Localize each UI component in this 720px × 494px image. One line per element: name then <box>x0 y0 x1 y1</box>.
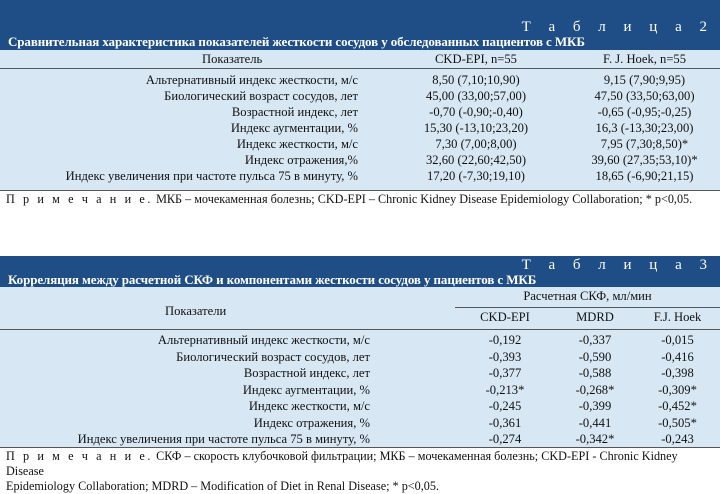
row-value-hoek: -0,015 <box>661 333 694 347</box>
row-indicator: Индекс отражения, % <box>253 415 370 430</box>
row-value-ckd-epi: -0,361 <box>488 415 522 430</box>
col-header-ckd-epi: CKD-EPI <box>480 310 530 324</box>
table-3-note-label: П р и м е ч а н и е. <box>6 449 154 463</box>
row-value-ckd-epi: -0,274 <box>488 432 522 446</box>
col-header-group-gfr: Расчетная СКФ, мл/мин <box>523 289 652 303</box>
table-2-title: Сравнительная характеристика показателей жесткости сосудов у обследованных пациентов с МКБ <box>8 34 585 49</box>
table-2-number: Т а б л и ц а 2 <box>521 19 714 35</box>
row-value-hoek: -0,505* <box>658 415 697 430</box>
row-value-hoek: -0,65 (-0,95;-0,25) <box>597 105 692 119</box>
row-value-ckd-epi: -0,377 <box>488 366 522 380</box>
table-3-body <box>0 287 720 447</box>
row-value-ckd-epi: -0,192 <box>488 333 522 347</box>
row-value-hoek: 16,3 (-13,30;23,00) <box>595 121 694 135</box>
row-value-hoek: 18,65 (-6,90;21,15) <box>595 169 694 183</box>
col-header-indicators: Показатели <box>165 304 227 318</box>
row-value-ckd-epi: -0,213* <box>485 382 525 397</box>
col-header-mdrd: MDRD <box>576 310 614 324</box>
row-indicator: Биологический возраст сосудов, лет <box>164 89 358 103</box>
row-value-ckd-epi: -0,393 <box>488 349 522 364</box>
table-row <box>0 398 720 415</box>
table-row <box>0 431 720 448</box>
row-value-ckd-epi: -0,70 (-0,90;-0,40) <box>429 105 523 119</box>
row-indicator: Альтернативный индекс жесткости, м/с <box>157 333 370 347</box>
table-2-note-text: МКБ – мочекаменная болезнь; CKD-EPI – Chronic Kidney Disease Epidemiology Collaboration; * p<0,05. <box>156 192 693 206</box>
table-row <box>0 152 720 168</box>
row-indicator: Индекс аугментации, % <box>230 121 358 135</box>
table-3-title: Корреляция между расчетной СКФ и компонентами жесткости сосудов у пациентов с МКБ <box>8 272 537 287</box>
table-3-note <box>0 448 720 494</box>
row-value-mdrd: -0,441 <box>578 415 612 430</box>
table-2-body <box>0 50 720 190</box>
table-row <box>0 365 720 382</box>
row-value-hoek: -0,416 <box>661 349 694 364</box>
table-row <box>0 415 720 432</box>
row-value-ckd-epi: 15,30 (-13,10;23,20) <box>423 121 529 135</box>
table-row <box>0 120 720 136</box>
col-header-ckd-epi: CKD-EPI, n=55 <box>435 52 517 66</box>
table-3-header <box>0 256 720 287</box>
row-indicator: Индекс жесткости, м/с <box>248 399 370 413</box>
table-3-note-line-2: Epidemiology Collaboration; MDRD – Modification of Diet in Renal Disease; * p<0,05. <box>6 479 440 493</box>
row-indicator: Альтернативный индекс жесткости, м/с <box>145 73 358 87</box>
row-indicator: Индекс увеличения при частоте пульса 75 в минуту, % <box>77 432 370 446</box>
row-value-mdrd: -0,342* <box>575 432 615 446</box>
row-value-ckd-epi: 8,50 (7,10;10,90) <box>432 73 520 87</box>
row-indicator: Возрастной индекс, лет <box>231 105 358 119</box>
row-value-mdrd: -0,588 <box>578 366 612 380</box>
table-row <box>0 88 720 104</box>
row-indicator: Индекс аугментации, % <box>242 382 370 397</box>
row-value-hoek: -0,398 <box>661 366 694 380</box>
row-value-ckd-epi: 17,20 (-7,30;19,10) <box>427 169 525 183</box>
row-value-hoek: -0,309* <box>658 382 697 397</box>
row-value-mdrd: -0,268* <box>575 382 615 397</box>
row-indicator: Индекс отражения,% <box>244 153 358 167</box>
table-3-note-text-1: СКФ – скорость клубочковой фильтрации; МКБ – мочекаменная болезнь; CKD-EPI - Chronic Kidney Disease <box>6 449 678 478</box>
table-3-note-line-1 <box>6 449 716 479</box>
table-2-note <box>0 191 720 207</box>
row-value-hoek: 47,50 (33,50;63,00) <box>594 89 695 103</box>
row-value-hoek: 39,60 (27,35;53,10)* <box>591 153 698 167</box>
table-row <box>0 168 720 184</box>
table-row <box>0 349 720 366</box>
row-indicator: Биологический возраст сосудов, лет <box>176 349 370 364</box>
row-indicator: Индекс жесткости, м/с <box>236 137 358 151</box>
table-3-rows <box>0 330 720 448</box>
table-2-note-label: П р и м е ч а н и е. <box>6 192 154 206</box>
row-value-hoek: -0,243 <box>661 432 694 446</box>
col-header-hoek: F. J. Hoek, n=55 <box>602 52 687 66</box>
table-row <box>0 382 720 399</box>
table-3 <box>0 256 720 494</box>
row-indicator: Возрастной индекс, лет <box>243 366 370 380</box>
row-value-mdrd: -0,590 <box>578 349 612 364</box>
row-value-ckd-epi: -0,245 <box>488 399 522 413</box>
row-value-mdrd: -0,399 <box>578 399 612 413</box>
table-row <box>0 104 720 120</box>
table-2-header <box>0 0 720 50</box>
row-value-ckd-epi: 32,60 (22,60;42,50) <box>425 153 527 167</box>
row-value-hoek: 9,15 (7,90;9,95) <box>603 73 686 87</box>
row-value-hoek: -0,452* <box>658 399 697 413</box>
row-value-ckd-epi: 7,30 (7,00;8,00) <box>435 137 517 151</box>
row-indicator: Индекс увеличения при частоте пульса 75 в минуту, % <box>65 169 358 183</box>
col-header-hoek: F.J. Hoek <box>653 310 702 324</box>
row-value-mdrd: -0,337 <box>578 333 612 347</box>
table-2 <box>0 0 720 207</box>
group-header-divider <box>455 307 720 308</box>
table-row <box>0 72 720 88</box>
table-2-rows <box>0 69 720 184</box>
table-3-number: Т а б л и ц а 3 <box>521 257 714 273</box>
table-row <box>0 332 720 349</box>
table-2-column-headers <box>0 50 720 68</box>
col-header-indicator: Показатель <box>202 52 263 66</box>
row-value-hoek: 7,95 (7,30;8,50)* <box>600 137 689 151</box>
table-3-column-headers <box>0 287 720 329</box>
row-value-ckd-epi: 45,00 (33,00;57,00) <box>425 89 527 103</box>
table-row <box>0 136 720 152</box>
